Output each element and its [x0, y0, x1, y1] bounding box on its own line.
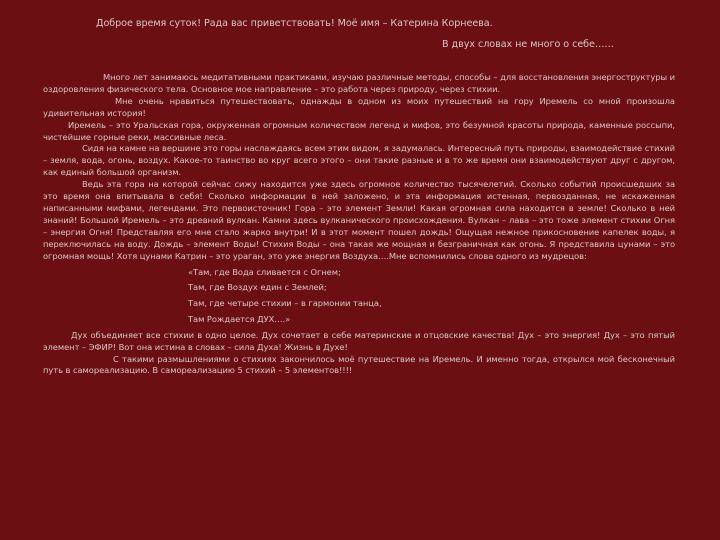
paragraph-spirit: Дух объединяет все стихии в одно целое. Дух сочетает в себе материнские и отцовские качества! Дух – это энергия! Дух – это пятый элемент – ЭФИР! Вот она истина в словах – сила Духа! Жизнь в Духе!: [43, 329, 675, 352]
paragraph-iremel: Иремель – это Уральская гора, окруженная огромным количеством легенд и мифов, это безумной красоты природа, каменные россыпи, чистейшие горные реки, массивные леса.: [43, 119, 675, 142]
subtitle-line: В двух словах не много о себе……: [442, 39, 614, 50]
paragraph-summit: Сидя на камне на вершине это горы наслаждаясь всем этим видом, я задумалась. Интересный путь природы, взаимодействие стихий – земля, вода, огонь, воздух. Какое-то таинство во круг всего этого – они такие разные и в то же время они взаимодействуют друг с другом, как единый большой организм.: [43, 143, 675, 178]
greeting-line: Доброе время суток! Рада вас приветствовать! Моё имя – Катерина Корнеева.: [96, 18, 493, 29]
poem-line: «Там, где Вода сливается с Огнем;: [188, 266, 341, 277]
paragraph-conclusion: С такими размышлениями о стихиях закончилось моё путешествие на Иремель. И именно тогда, открылся мой бесконечный путь в самореализацию. В самореализацию 5 стихий – 5 элементов!!!!: [43, 353, 675, 376]
paragraph-travel: Мне очень нравиться путешествовать, однажды в одном из моих путешествий на гору Иремель со мной произошла удивительная история!: [43, 95, 675, 118]
poem-line: Там, где Воздух един с Землей;: [188, 282, 327, 293]
paragraph-practices: Много лет занимаюсь медитативными практиками, изучаю различные методы, способы – для восстановления энергоструктуры и оздоровления физического тела. Основное мое направление – это работа через природу, через стихии.: [43, 72, 675, 94]
story-text: [43, 72, 675, 377]
paragraph-elements: Ведь эта гора на которой сейчас сижу находится уже здесь огромное количество тысячелетий. Сколько событий происшедших за это время она впитывала в себя! Сколько информации в ней заложено, и эта информация истенная, первозданная, не искаженная написанными мифами, легендами. Это первоисточник! Гора – это элемент Земли! Какая огромная сила находится в земле! Сколько в ней знаний! Большой Иремель – это древний вулкан. Камни здесь вулканического происхождения. Вулкан – лава – это тоже элемент стихии Огня – энергия Огня! Представляя его мне стало жарко внутри! И в этот момент пошел дождь! Ощущая нежное прикосновение капелек воды, я переключилась на воду. Дождь – элемент Воды! Стихия Воды – она такая же мощная и безграничная как огонь. Я представила цунами – это огромная мощь! Хотя цунами Катрин – это ураган, это уже энергия Воздуха….Мне вспомнились слова одного из мудрецов:: [43, 179, 675, 261]
poem-line: Там, где четыре стихии – в гармонии танца,: [188, 298, 382, 309]
poem-line: Там Рождается ДУХ….»: [188, 313, 291, 324]
